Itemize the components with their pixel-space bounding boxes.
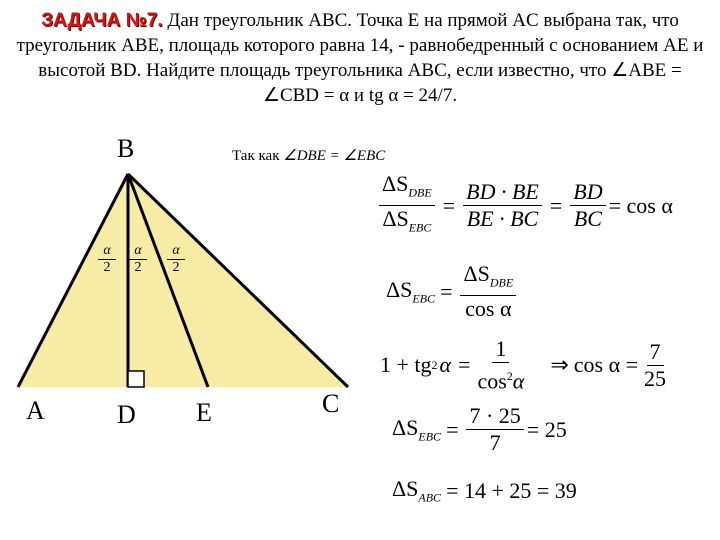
half-angle-label-3: $\frac{\alpha}{2}$ (167, 243, 185, 276)
equation-area-ratio: $\Delta S_{DBE}$ $\Delta S_{EBC}$ = $\frac{BD \cdot BE}{BE \cdot BC}$ = $\frac{BD}{BC}$ = cos α (376, 172, 673, 240)
right-angle-mark (128, 371, 144, 387)
problem-title: ЗАДАЧА №7. (41, 10, 163, 31)
equation-sebc: $\Delta S_{EBC}$ = $\Delta S_{DBE}$ cos α (386, 262, 519, 321)
vertex-b-label: B (117, 134, 135, 163)
vertex-d-label: D (117, 400, 136, 429)
vertex-c-label: C (322, 389, 340, 418)
equation-sebc-value: $\Delta S_{EBC}$ = $\frac{7 \cdot 25}{7}$ = 25 (392, 403, 567, 455)
half-angle-label-2: $\frac{\alpha}{2}$ (129, 243, 147, 276)
problem-text: Дан треугольник ABC. Точка E на прямой AC выбрана так, что треугольник ABE, площадь которого равна 14, - равнобедренный с основанием AE и высотой BD. Найдите площадь треугольника ABC, если известно, что ∠ABE = ∠CBD = α и tg α = 24/7. (16, 10, 704, 106)
vertex-e-label: E (196, 398, 212, 427)
equation-sabc-result: $\Delta S_{ABC}$ = 14 + 25 = 39 (392, 476, 577, 505)
triangle-fill (18, 174, 348, 387)
equation-cos: 1 + tg 2 α = $\frac{1}{\cos^2\alpha}$ ⇒ cos α = $\frac{7}{25}$ (380, 336, 667, 394)
vertex-a-label: A (26, 396, 45, 425)
half-angle-label-1: $\frac{\alpha}{2}$ (98, 243, 116, 276)
angle-note: Так как ∠DBE = ∠EBC (232, 148, 386, 164)
